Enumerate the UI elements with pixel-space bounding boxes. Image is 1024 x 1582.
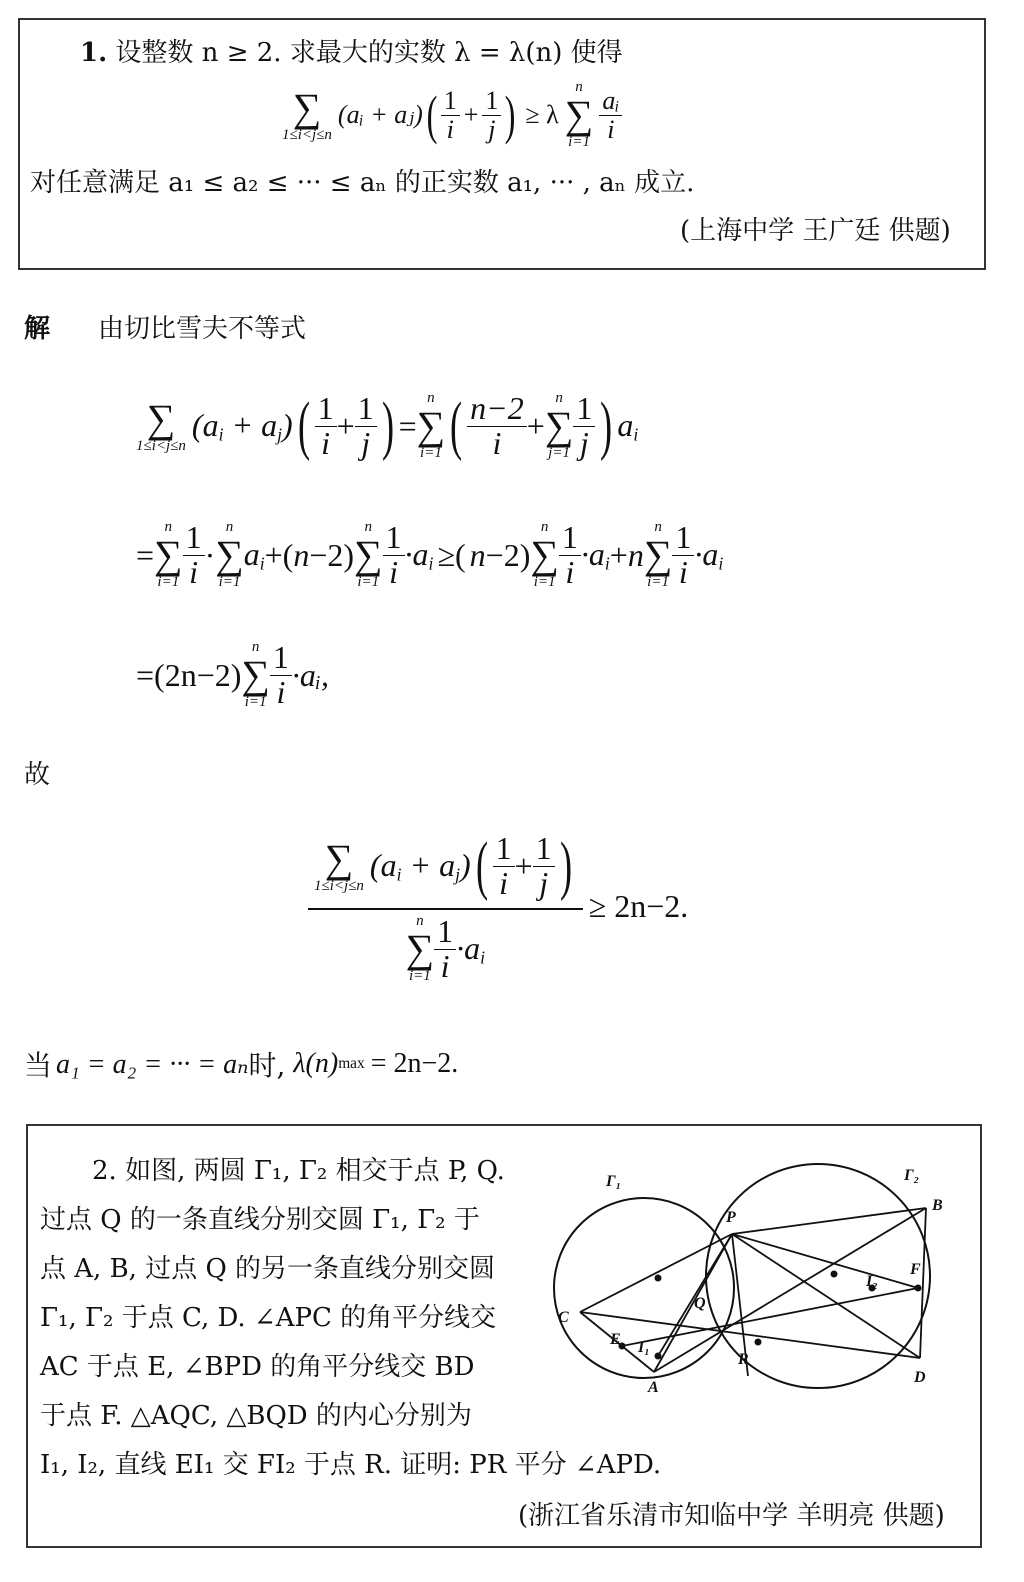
sum-lhs: ∑ 1≤i<j≤n (282, 84, 332, 143)
label-R: R (738, 1351, 749, 1368)
problem-2-line-1: 2. 如图, 两圆 Γ₁, Γ₂ 相交于点 P, Q. (92, 1156, 505, 1186)
problem-1-number: 1. (80, 38, 108, 68)
problem-2-line-3: 点 A, B, 过点 Q 的另一条直线分别交圆 (40, 1254, 496, 1284)
frac-1-over-i: $\frac{1}{i}$ (441, 87, 460, 143)
label-gamma-2: Γ₂ (904, 1167, 920, 1184)
problem-1-source: (上海中学 王广廷 供题) (680, 216, 951, 246)
label-C: C (558, 1309, 569, 1326)
label-I2: I₂ (866, 1273, 878, 1290)
problem-1-statement (80, 40, 623, 66)
ratio-result: ≥ 2n−2. (588, 887, 689, 924)
label-gamma-1: Γ₁ (606, 1173, 622, 1190)
label-B: B (932, 1197, 943, 1214)
problem-1-inequality: ∑ 1≤i<j≤n (aᵢ + aⱼ) ( $\frac{1}{i}$ + $\frac{1}{j}$ ) ≥ λ n ∑ i=1 $\frac{\text{aᵢ}}{i}$ (282, 80, 622, 150)
conclusion: 当 a₁ = a₂ = ··· = aₙ 时, λ(n) max = 2n−2. (24, 1048, 459, 1082)
sum-rhs: n ∑ i=1 (564, 79, 594, 150)
label-I1: I₁ (638, 1339, 650, 1356)
solution-eq-line-3: =(2n−2) n ∑ i=1 $\frac{1}{i}$ ·aᵢ, (136, 638, 329, 710)
solution-intro: 由切比雪夫不等式 (98, 314, 307, 344)
problem-2-line-6: 于点 F. △AQC, △BQD 的内心分别为 (40, 1401, 472, 1431)
problem-1-line1: 设整数 n ≥ 2. 求最大的实数 λ = λ(n) 使得 (115, 38, 623, 68)
relation: ≥ λ (525, 100, 559, 129)
problem-2-line-4: Γ₁, Γ₂ 于点 C, D. ∠APC 的角平分线交 (40, 1303, 497, 1333)
solution-eq-line-1: ∑ 1≤i<j≤n $(a_i + a_j)$ ( $\frac{1}{i}$ + $\frac{1}{j}$ ) = n ∑ i=1 ( $\frac{n-2}{i}$ + n ∑ j=1 $\frac{1}{j}$ ) $a_i$ (136, 389, 639, 462)
problem-1-line2: 对任意满足 a₁ ≤ a₂ ≤ ··· ≤ aₙ 的正实数 a₁, ··· , aₙ 成立. (30, 168, 695, 198)
label-F: F (910, 1261, 921, 1278)
label-A: A (648, 1379, 659, 1396)
frac-1-over-j: $\frac{1}{j}$ (482, 87, 501, 143)
problem-2-line-5: AC 于点 E, ∠BPD 的角平分线交 BD (40, 1352, 475, 1382)
label-D: D (914, 1369, 926, 1386)
problem-2-line-2: 过点 Q 的一条直线分别交圆 Γ₁, Γ₂ 于 (40, 1205, 480, 1235)
geometry-figure (548, 1150, 968, 1410)
label-Q: Q (694, 1295, 706, 1312)
label-P: P (726, 1209, 736, 1226)
lhs-term: (aᵢ + aⱼ) (337, 100, 423, 129)
problem-2-source: (浙江省乐清市知临中学 羊明亮 供题) (518, 1501, 945, 1531)
solution-eq-line-2: = n ∑ i=1 $\frac{1}{i}$ · n ∑ i=1 $a_i$ +( n −2) n ∑ i=1 $\frac{1}{i}$ $\cdot a_i$ ≥( n −2) n ∑ i=1 $\frac{1}{i}$ $\cdot a_i$ + n n ∑ i=1 $\frac{1}{i}$ $\cdot a_i$ (136, 518, 724, 590)
label-E: E (610, 1331, 621, 1348)
solution-label: 解 (24, 314, 51, 344)
therefore-label: 故 (24, 760, 51, 790)
ratio-inequality: ∑ 1≤i<j≤n $(a_i + a_j)$ ( $\frac{1}{i}$ + $\frac{1}{j}$ ) n ∑ i=1 $\frac{1}{i}$ $\cdot a_i$ ≥ 2n−2. (308, 828, 688, 984)
problem-2-line-7: I₁, I₂, 直线 EI₁ 交 FI₂ 于点 R. 证明: PR 平分 ∠APD. (40, 1450, 662, 1480)
figure-lines (580, 1208, 926, 1376)
frac-ai-over-i: $\frac{\text{aᵢ}}{i}$ (599, 87, 622, 143)
